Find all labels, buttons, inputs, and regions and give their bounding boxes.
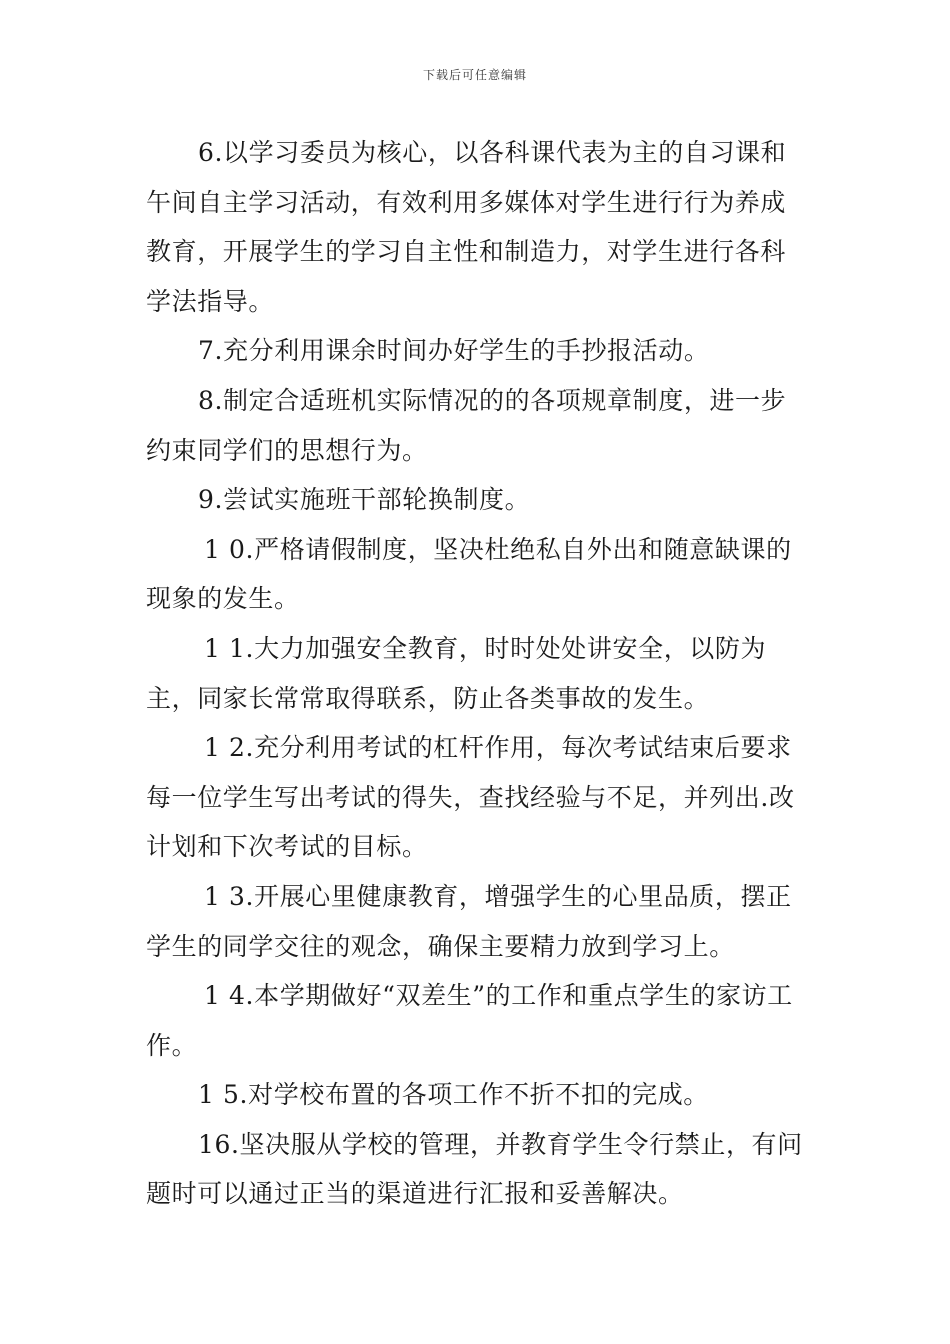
paragraph-item-11: 1 1.大力加强安全教育，时时处处讲安全，以防为主，同家长常常取得联系，防止各类事故的发生。 (146, 633, 767, 713)
document-body (146, 128, 810, 1219)
header-note: 下载后可任意编辑 (422, 68, 527, 82)
paragraph-item-7: 7.充分利用课余时间办好学生的手抄报活动。 (198, 336, 710, 366)
paragraph-item-16: 16.坚决服从学校的管理，并教育学生令行禁止，有问题时可以通过正当的渠道进行汇报和妥善解决。 (146, 1129, 803, 1209)
paragraph-item-8: 8.制定合适班机实际情况的的各项规章制度，进一步约束同学们的思想行为。 (146, 385, 787, 465)
paragraph-item-9: 9.尝试实施班干部轮换制度。 (198, 485, 531, 515)
paragraph-item-10: 1 0.严格请假制度，坚决杜绝私自外出和随意缺课的现象的发生。 (146, 534, 792, 614)
paragraph-item-12: 1 2.充分利用考试的杠杆作用，每次考试结束后要求每一位学生写出考试的得失，查找经验与不足，并列出.改计划和下次考试的目标。 (146, 733, 795, 862)
paragraph-item-14: 1 4.本学期做好“双差生”的工作和重点学生的家访工作。 (146, 981, 793, 1060)
paragraph-item-6: 6.以学习委员为核心，以各科课代表为主的自习课和午间自主学习活动，有效利用多媒体对学生进行行为养成教育，开展学生的学习自主性和制造力，对学生进行各科学法指导。 (146, 138, 787, 316)
paragraph-item-13: 1 3.开展心里健康教育，增强学生的心里品质，摆正学生的同学交往的观念，确保主要精力放到学习上。 (146, 881, 792, 961)
paragraph-item-15: 1 5.对学校布置的各项工作不折不扣的完成。 (198, 1080, 709, 1110)
